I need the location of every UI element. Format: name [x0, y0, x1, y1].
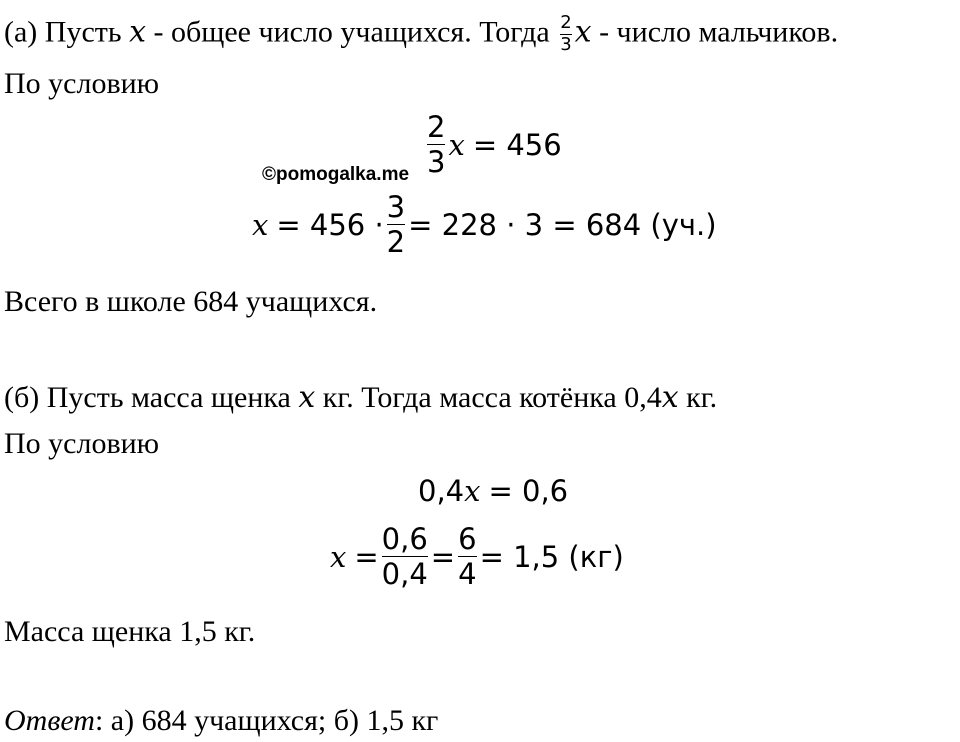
part-a-intro [4, 14, 838, 55]
var-x: x [574, 14, 592, 50]
fraction-two-thirds: $\frac{2}{3}$ [560, 12, 572, 55]
fraction: $\frac{6}{4}$ [458, 522, 477, 592]
part-a-condition: По условию [4, 67, 160, 100]
fraction: $\frac{2}{3}$ [427, 110, 446, 180]
var-x: x [298, 380, 316, 415]
part-a-conclusion: Всего в школе 684 учащихся. [4, 285, 378, 318]
var-x: x [661, 380, 679, 415]
watermark: ©pomogalka.me [262, 164, 410, 185]
fraction: $\frac{0,6}{0,4}$ [381, 522, 428, 592]
part-a-intro-post: - число мальчиков. [599, 15, 839, 49]
answer [4, 703, 438, 739]
answer-label: Ответ [4, 704, 95, 737]
part-a-equation-1: $\frac{2}{3}$ x = 456 [427, 110, 562, 180]
part-a-intro-mid: - общее число учащихся. Тогда [153, 15, 550, 49]
fraction: $\frac{3}{2}$ [386, 190, 406, 260]
var-x: x [129, 14, 146, 50]
part-b-equation-2: x = $\frac{0,6}{0,4}$ = $\frac{6}{4}$ = 1,5 (кг) [330, 522, 624, 592]
answer-text: : а) 684 учащихся; б) 1,5 кг [94, 704, 439, 737]
part-a-equation-2: x = 456 · $\frac{3}{2}$ = 228 · 3 = 684 (уч.) [252, 190, 717, 260]
part-b-equation-1: 0,4 x = 0,6 [418, 474, 569, 508]
part-b-conclusion: Масса щенка 1,5 кг. [4, 615, 256, 648]
part-a-intro-pre: (а) Пусть [4, 15, 122, 49]
part-b-intro: (б) Пусть масса щенка x кг. Тогда масса котёнка 0,4x кг. [4, 380, 718, 415]
part-b-condition: По условию [4, 427, 160, 460]
